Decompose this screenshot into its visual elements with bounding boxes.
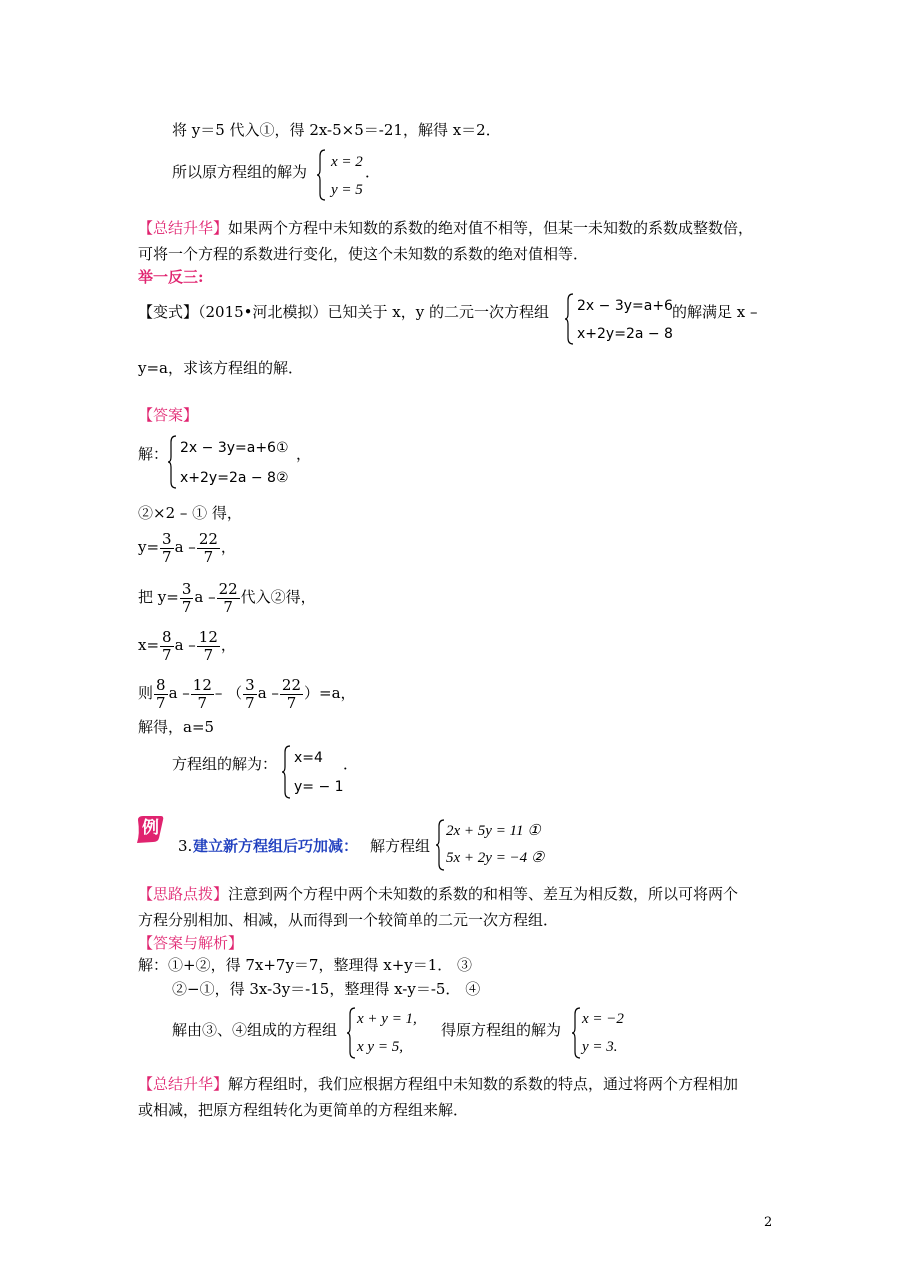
equation-system (436, 818, 576, 872)
equation-system (565, 292, 675, 346)
hint-tag: 【思路点拨】 (138, 885, 229, 903)
variant-text: 【变式】（2015•河北模拟）已知关于 x，y 的二元一次方程组 (138, 303, 549, 321)
fraction: $\frac{8}{7}$ (156, 675, 166, 712)
equation: x = 2 (331, 154, 363, 170)
answer-tag: 【答案】 (138, 406, 199, 424)
summary-tag: 【总结升华】 (138, 219, 229, 237)
equation: 2x − 3y=a+6① (180, 440, 289, 456)
equation: x+2y=2a − 8② (180, 470, 289, 486)
y-expression: y= $\frac{3}{7}$ a – $\frac{22}{7}$ ， (138, 529, 236, 566)
label: 解： (138, 445, 169, 463)
solution-line: 得原方程组的解为 (441, 1021, 562, 1039)
equation: x + y = 1, (357, 1011, 417, 1027)
equation: x+2y=2a − 8 (577, 326, 673, 342)
equation-system (168, 434, 298, 490)
equation: x=4 (294, 750, 323, 766)
fraction: $\frac{12}{7}$ (192, 675, 212, 712)
equation: y = 5 (331, 182, 363, 198)
solution-line: 解由③、④组成的方程组 (172, 1021, 338, 1039)
example-text: 解方程组 (370, 837, 431, 855)
badge-label: 例 (142, 818, 159, 838)
equation: 5x + 2y = −4 ② (446, 850, 545, 866)
summary-paragraph (138, 1074, 738, 1094)
substitution-line: 把 y= $\frac{3}{7}$ a – $\frac{22}{7}$ 代入②得， (138, 579, 316, 616)
equation: y= − 1 (294, 779, 344, 795)
fraction: $\frac{8}{7}$ (162, 627, 172, 664)
hint-paragraph (138, 884, 738, 904)
fraction: $\frac{3}{7}$ (181, 579, 192, 616)
equation: y = 3. (582, 1039, 618, 1055)
hint-text: 方程分别相加、相减，从而得到一个较简单的二元一次方程组． (138, 911, 559, 929)
brace-icon (317, 148, 327, 202)
comma: ， (296, 445, 312, 463)
brace-icon (436, 818, 446, 872)
brace-icon (282, 744, 292, 800)
equation: 2x − 3y=a+6 (577, 298, 673, 314)
solution-line: ②−①，得 3x-3y＝-15，整理得 x-y＝-5． ④ (172, 980, 481, 998)
equation-system (572, 1006, 652, 1060)
brace-icon (347, 1006, 357, 1060)
period: ． (365, 163, 381, 181)
example-title: 建立新方程组后巧加减： (193, 837, 359, 855)
example-number: 3. (178, 837, 193, 855)
text-line: 所以原方程组的解为 (172, 163, 308, 181)
summary-paragraph (138, 218, 753, 238)
equation: x y = 5, (357, 1039, 403, 1055)
fraction: $\frac{3}{7}$ (162, 529, 172, 566)
solution-line: 解：①+②，得 7x+7y＝7，整理得 x+y＝1． ③ (138, 956, 473, 974)
page-number: 2 (764, 1215, 773, 1230)
equation: x = −2 (582, 1011, 624, 1027)
text-line: 将 y＝5 代入①，得 2x-5×5＝-21，解得 x＝2． (172, 121, 501, 139)
summary-text: 或相减，把原方程组转化为更简单的方程组来解． (138, 1101, 469, 1119)
brace-icon (572, 1006, 582, 1060)
summary-tag: 【总结升华】 (138, 1075, 229, 1093)
text-line: 方程组的解为： (172, 755, 278, 773)
variant-text: 的解满足 x – (672, 303, 758, 321)
equation-line: 则 $\frac{8}{7}$ a – $\frac{12}{7}$ – （ $\frac{3}{7}$ a – $\frac{22}{7}$ ）=a， (138, 675, 356, 712)
x-expression: x= $\frac{8}{7}$ a – $\frac{12}{7}$ ， (138, 627, 236, 664)
period: ． (343, 755, 359, 773)
summary-text: 如果两个方程中未知数的系数的绝对值不相等，但某一未知数的系数成整数倍， (228, 219, 754, 237)
fraction: $\frac{22}{7}$ (198, 529, 218, 566)
result-line: 解得，a=5 (138, 718, 215, 736)
fraction: $\frac{12}{7}$ (198, 627, 218, 664)
summary-text: 可将一个方程的系数进行变化，使这个未知数的系数的绝对值相等． (138, 245, 589, 263)
equation-system (347, 1006, 447, 1060)
fraction: $\frac{22}{7}$ (218, 579, 238, 616)
section-heading: 举一反三: (138, 268, 204, 286)
step-line: ②×2 – ① 得， (138, 504, 242, 522)
brace-icon (168, 434, 178, 490)
brace-icon (565, 292, 575, 346)
summary-text: 解方程组时，我们应根据方程组中未知数的系数的特点，通过将两个方程相加 (228, 1075, 739, 1093)
variant-text: y=a，求该方程组的解． (138, 359, 303, 377)
equation: 2x + 5y = 11 ① (446, 823, 541, 839)
answer-analysis-tag: 【答案与解析】 (138, 934, 244, 952)
hint-text: 注意到两个方程中两个未知数的系数的和相等、差互为相反数，所以可将两个 (228, 885, 739, 903)
fraction: $\frac{3}{7}$ (245, 675, 255, 712)
fraction: $\frac{22}{7}$ (281, 675, 302, 712)
